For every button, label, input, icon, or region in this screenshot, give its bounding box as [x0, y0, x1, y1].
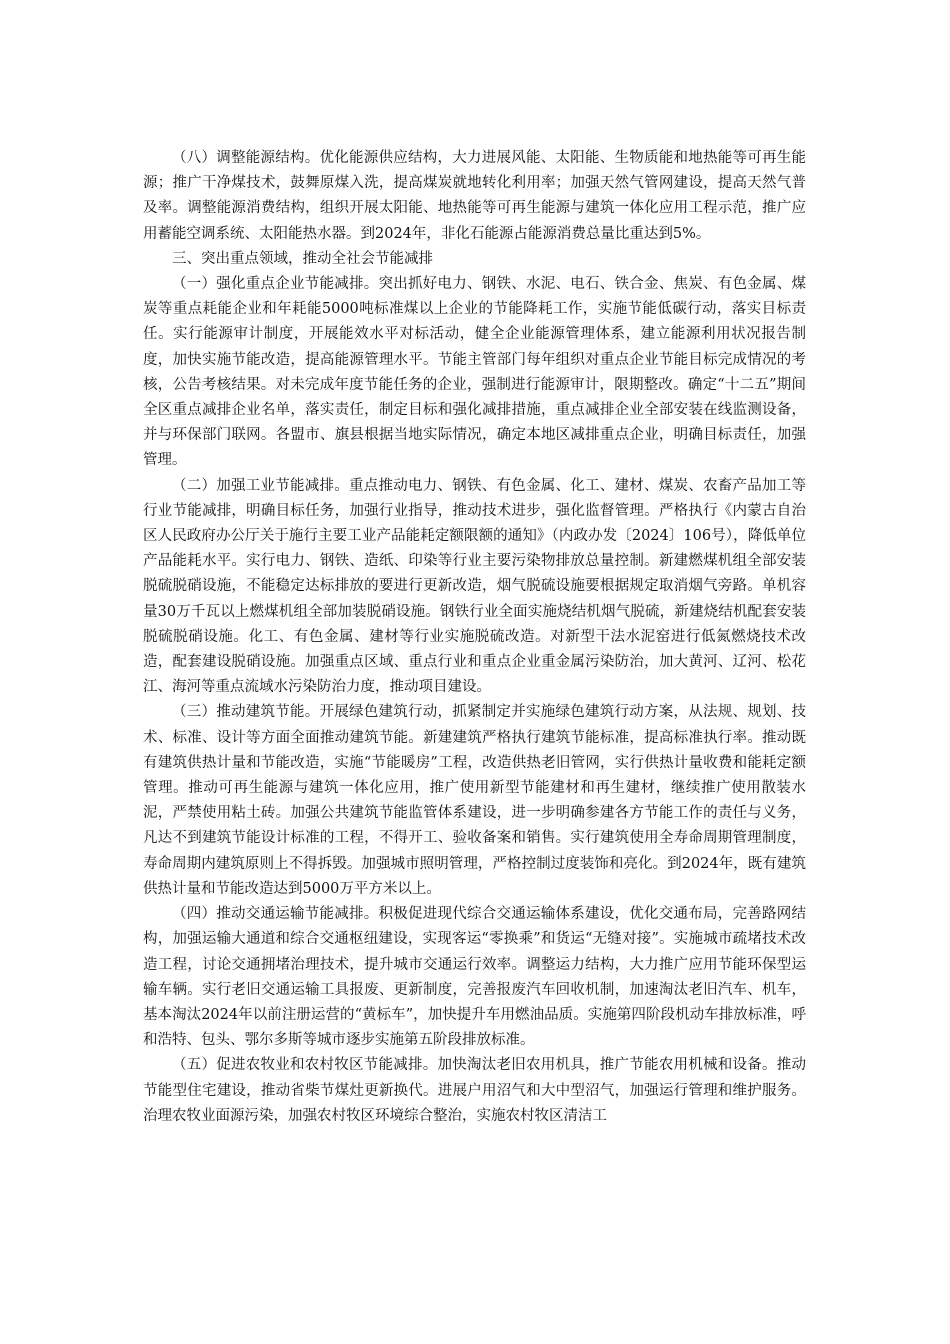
section-heading-key-areas: 三、突出重点领域，推动全社会节能减排: [172, 250, 433, 267]
paragraph-industrial-energy-saving: （二）加强工业节能减排。重点推动电力、钢铁、有色金属、化工、建材、煤炭、农畜产品加工等行业节能减排，明确目标任务，加强行业指导，推动技术进步，强化监督管理。严格执行《内蒙古自治区人民政府办公厅关于施行主要工业产品能耗定额限额的通知》（内政办发〔2024〕106号），降低单位产品能耗水平。实行电力、钢铁、造纸、印染等行业主要污染物排放总量控制。新建燃煤机组全部安装脱硫脱硝设施，不能稳定达标排放的要进行更新改造，烟气脱硫设施要根据规定取消烟气旁路。单机容量30万千瓦以上燃煤机组全部加装脱硝设施。钢铁行业全面实施烧结机烟气脱硫，新建烧结机配套安装脱硫脱硝设施。化工、有色金属、建材等行业实施脱硫改造。对新型干法水泥窑进行低氮燃烧技术改造，配套建设脱硝设施。加强重点区域、重点行业和重点企业重金属污染防治，加大黄河、辽河、松花江、海河等重点流域水污染防治力度，推动项目建设。: [143, 477, 806, 696]
paragraph-building-energy-saving: （三）推动建筑节能。开展绿色建筑行动，抓紧制定并实施绿色建筑行动方案，从法规、规划、技术、标准、设计等方面全面推动建筑节能。新建建筑严格执行建筑节能标准，提高标准执行率。推动既有建筑供热计量和节能改造，实施“节能暖房”工程，改造供热老旧管网，实行供热计量收费和能耗定额管理。推动可再生能源与建筑一体化应用，推广使用新型节能建材和再生建材，继续推广使用散装水泥，严禁使用粘土砖。加强公共建筑节能监管体系建设，进一步明确参建各方节能工作的责任与义务，凡达不到建筑节能设计标准的工程，不得开工、验收备案和销售。实行建筑使用全寿命周期管理制度，寿命周期内建筑原则上不得拆毁。加强城市照明管理，严格控制过度装饰和亮化。到2024年，既有建筑供热计量和节能改造达到5000万平方米以上。: [143, 704, 806, 897]
paragraph-energy-structure: （八）调整能源结构。优化能源供应结构，大力进展风能、太阳能、生物质能和地热能等可再生能源；推广干净煤技术，鼓舞原煤入洗，提高煤炭就地转化利用率；加强天然气管网建设，提高天然气普及率。调整能源消费结构，组织开展太阳能、地热能等可再生能源与建筑一体化应用工程示范，推广应用蓄能空调系统、太阳能热水器。到2024年，非化石能源占能源消费总量比重达到5%。: [143, 150, 806, 242]
paragraph-agriculture-energy-saving: （五）促进农牧业和农村牧区节能减排。加快淘汰老旧农用机具，推广节能农用机械和设备。推动节能型住宅建设，推动省柴节煤灶更新换代。进展户用沼气和大中型沼气，加强运行管理和维护服务。治理农牧业面源污染，加强农村牧区环境综合整治，实施农村牧区清洁工: [143, 1057, 806, 1124]
paragraph-key-enterprises: （一）强化重点企业节能减排。突出抓好电力、钢铁、水泥、电石、铁合金、焦炭、有色金属、煤炭等重点耗能企业和年耗能5000吨标准煤以上企业的节能降耗工作，实施节能低碳行动，落实目标责任。实行能源审计制度，开展能效水平对标活动，健全企业能源管理体系，建立能源利用状况报告制度，加快实施节能改造，提高能源管理水平。节能主管部门每年组织对重点企业节能目标完成情况的考核，公告考核结果。对未完成年度节能任务的企业，强制进行能源审计，限期整改。确定“十二五”期间全区重点减排企业名单，落实责任，制定目标和强化减排措施，重点减排企业全部安装在线监测设备，并与环保部门联网。各盟市、旗县根据当地实际情况，确定本地区减排重点企业，明确目标责任，加强管理。: [143, 276, 806, 469]
document-body: [143, 146, 806, 1129]
paragraph-transport-energy-saving: （四）推动交通运输节能减排。积极促进现代综合交通运输体系建设，优化交通布局，完善路网结构，加强运输大通道和综合交通枢纽建设，实现客运“零换乘”和货运“无缝对接”。实施城市疏堵技术改造工程，讨论交通拥堵治理技术，提升城市交通运行效率。调整运力结构，大力推广应用节能环保型运输车辆。实行老旧交通运输工具报废、更新制度，完善报废汽车回收机制，加速淘汰老旧汽车、机车，基本淘汰2024年以前注册运营的“黄标车”，加快提升车用燃油品质。实施第四阶段机动车排放标准，呼和浩特、包头、鄂尔多斯等城市逐步实施第五阶段排放标准。: [143, 906, 806, 1049]
